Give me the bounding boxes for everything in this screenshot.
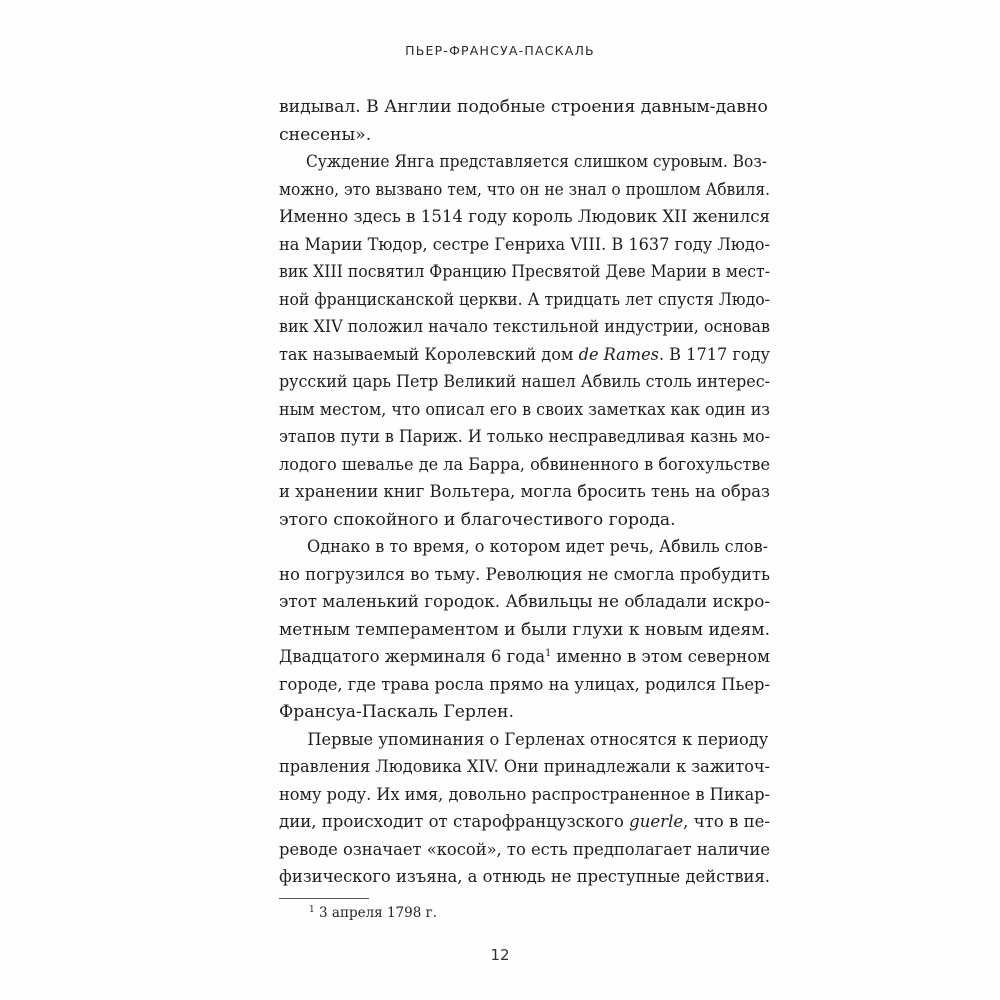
text-segment: Двадцатого жерминаля 6 года <box>279 647 546 667</box>
text-segment: , что в пе- <box>683 812 770 832</box>
text-line: городе, где трава росла прямо на улицах, родился Пьер- <box>279 674 770 695</box>
footnote <box>309 905 437 921</box>
text-line: Суждение Янга представляется слишком суровым. Воз- <box>305 152 767 172</box>
footnote-number: 1 <box>309 905 315 915</box>
italic-term: guerle <box>629 812 684 832</box>
text-line: снесены». <box>279 124 372 145</box>
text-line <box>279 342 770 370</box>
text-line: этот маленький городок. Абвильцы не обладали искро- <box>279 592 770 612</box>
text-line: русский царь Петр Великий нашел Абвиль столь интерес- <box>279 372 770 392</box>
footnote-divider <box>279 898 369 899</box>
footnote-text: 3 апреля 1798 г. <box>314 905 437 921</box>
text-segment: . В 1717 году <box>658 344 770 365</box>
page-number: 12 <box>490 946 510 964</box>
text-segment: так называемый Королевский дом <box>279 344 579 365</box>
footnote-marker[interactable]: 1 <box>545 648 552 659</box>
text-line: ным местом, что описал его в своих заметках как один из <box>279 399 770 420</box>
text-line: на Марии Тюдор, сестре Генриха VIII. В 1637 году Людо- <box>279 234 770 255</box>
text-line: Именно здесь в 1514 году король Людовик XII женился <box>279 207 770 227</box>
text-line: физического изъяна, а отнюдь не преступные действия. <box>279 867 770 887</box>
italic-term: de Rames <box>578 344 659 365</box>
text-line: но погрузился во тьму. Революция не смогла пробудить <box>279 564 770 585</box>
text-line: вик XIV положил начало текстильной индустрии, основав <box>279 317 770 337</box>
text-line: видывал. В Англии подобные строения давным-давно <box>279 97 768 117</box>
text-line: Первые упоминания о Герленах относятся к периоду <box>307 729 769 750</box>
text-line: Франсуа-Паскаль Герлен. <box>279 702 514 722</box>
text-line <box>279 809 770 837</box>
text-line <box>279 644 770 672</box>
text-line: можно, это вызвано тем, что он не знал о прошлом Абвиля. <box>279 179 770 200</box>
text-segment: дии, происходит от старофранцузского <box>279 812 630 832</box>
text-line: и хранении книг Вольтера, могла бросить тень на образ <box>279 482 770 502</box>
text-line: правления Людовика XIV. Они принадлежали к зажиточ- <box>279 757 770 777</box>
text-line: ной францисканской церкви. А тридцать лет спустя Людо- <box>279 289 770 310</box>
running-head: ПЬЕР-ФРАНСУА-ПАСКАЛЬ <box>405 43 595 58</box>
text-line: реводе означает «косой», то есть предполагает наличие <box>279 839 770 860</box>
text-segment: именно в этом северном <box>551 647 770 667</box>
text-line: лодого шевалье де ла Барра, обвиненного в богохульстве <box>279 454 770 475</box>
text-line: Однако в то время, о котором идет речь, Абвиль слов- <box>307 537 769 557</box>
text-line: этого спокойного и благочестивого города. <box>279 509 676 530</box>
body-text <box>279 94 770 892</box>
text-line: этапов пути в Париж. И только несправедливая казнь мо- <box>279 427 770 447</box>
text-line: вик XIII посвятил Францию Пресвятой Деве Марии в мест- <box>279 262 770 282</box>
text-line: ному роду. Их имя, довольно распространенное в Пикар- <box>279 784 770 805</box>
text-line: метным темпераментом и были глухи к новым идеям. <box>279 619 770 640</box>
